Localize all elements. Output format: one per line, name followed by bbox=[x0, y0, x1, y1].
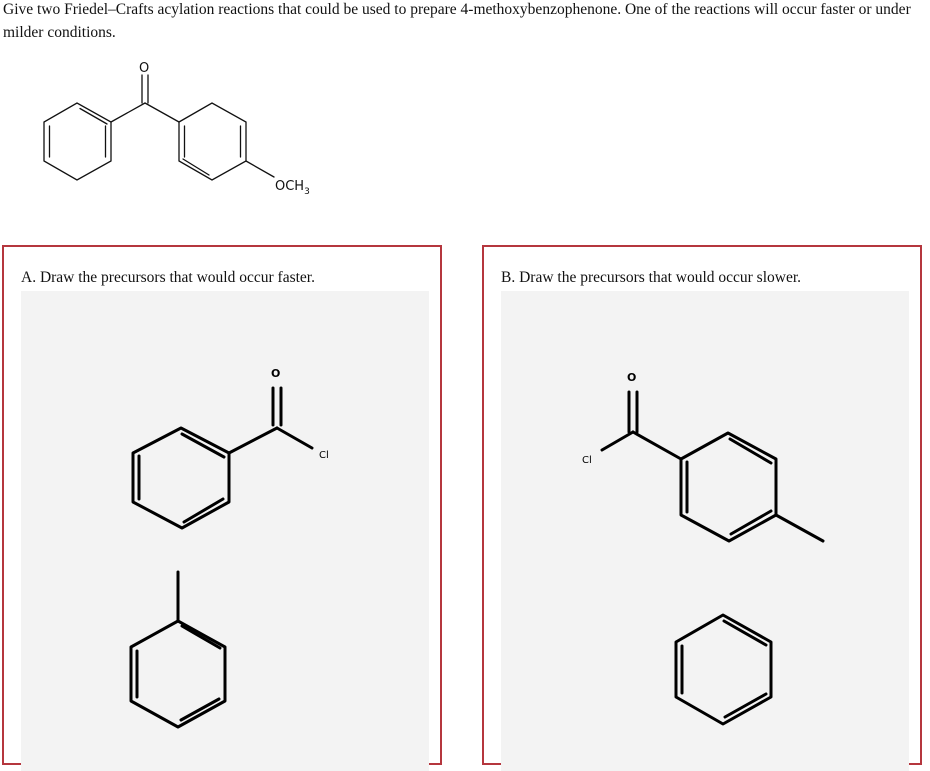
acyl-oxygen-label-a: O bbox=[271, 367, 281, 380]
toluoyl-ring bbox=[681, 433, 776, 541]
acyl-oxygen-label-b: O bbox=[627, 371, 637, 384]
precursors-slower-drawing bbox=[501, 291, 909, 771]
anisole-ring bbox=[179, 103, 246, 180]
panel-faster bbox=[2, 245, 442, 765]
chlorine-label-a: Cl bbox=[319, 450, 329, 461]
panel-slower bbox=[482, 245, 922, 765]
question-text: Give two Friedel–Crafts acylation reactions that could be used to prepare 4-methoxybenzophenone. One of the reactions will occur faster or under milder conditions. bbox=[3, 1, 911, 41]
precursors-faster-drawing bbox=[21, 291, 429, 771]
phenyl-ring bbox=[44, 103, 111, 180]
panel-title-slower: B. Draw the precursors that would occur slower. bbox=[501, 269, 802, 286]
benzoyl-ring bbox=[133, 428, 229, 528]
carbonyl-oxygen-label: O bbox=[139, 61, 150, 76]
toluene-ring bbox=[131, 621, 225, 727]
methoxy-label: $OCH_3$ bbox=[275, 179, 310, 197]
target-molecule-structure bbox=[0, 0, 360, 215]
drawing-canvas-faster[interactable] bbox=[21, 291, 429, 771]
drawing-canvas-slower[interactable] bbox=[501, 291, 909, 771]
benzene-ring bbox=[676, 615, 771, 724]
chlorine-label-b: Cl bbox=[582, 455, 592, 466]
panel-title-faster: A. Draw the precursors that would occur faster. bbox=[21, 269, 315, 286]
